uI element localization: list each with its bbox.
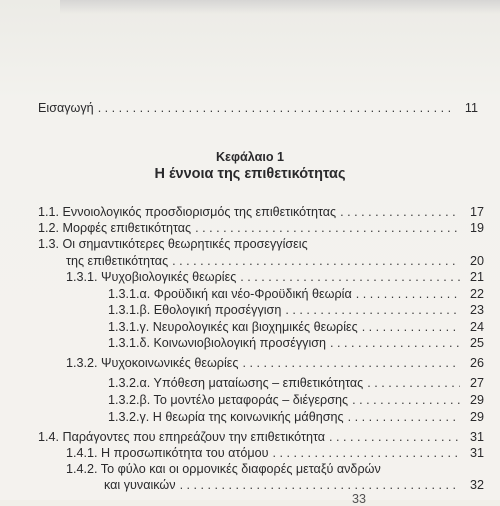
- toc-entry-page: 19: [469, 221, 484, 235]
- toc-entry-page: 32: [469, 478, 484, 492]
- toc-entry-page: 24: [469, 320, 484, 334]
- toc-entry: [66, 254, 484, 268]
- leader-dots: [98, 101, 454, 115]
- leader-dots: [352, 393, 460, 407]
- toc-entry-text: 1.3.2.α. Υπόθεση ματαίωσης – επιθετικότητας: [108, 376, 364, 390]
- leader-dots: [180, 478, 460, 492]
- leader-dots: [348, 410, 460, 424]
- toc-entry: [108, 393, 484, 407]
- toc-entry-page: 33: [352, 492, 367, 506]
- toc-entry-text: Εισαγωγή: [38, 101, 94, 115]
- toc-entry: [38, 205, 484, 219]
- toc-entry-text: 1.3.1. Ψυχοβιολογικές θεωρίες: [66, 270, 237, 284]
- toc-entry-text: 1.3. Οι σημαντικότερες θεωρητικές προσεγγίσεις: [38, 237, 308, 251]
- toc-entry-page: 31: [469, 430, 484, 444]
- leader-dots: [340, 205, 460, 219]
- toc-entry: [66, 446, 484, 460]
- toc-entry-text: 1.2. Μορφές επιθετικότητας: [38, 221, 192, 235]
- toc-entry-page: 25: [469, 336, 484, 350]
- leader-dots: [242, 356, 460, 370]
- toc-entry-page: 22: [469, 287, 484, 301]
- bleed-through-shadow: [60, 0, 500, 14]
- toc-entry-page: 26: [469, 356, 484, 370]
- chapter-label: Κεφάλαιο 1: [215, 150, 285, 164]
- toc-entry: [104, 478, 484, 492]
- toc-entry-page: 17: [469, 205, 484, 219]
- toc-entry: [108, 287, 484, 301]
- toc-entry-page: 23: [469, 303, 484, 317]
- toc-entry-page: 21: [469, 270, 484, 284]
- leader-dots: [195, 221, 460, 235]
- toc-entry: [108, 376, 484, 390]
- leader-dots: [273, 446, 461, 460]
- toc-entry: [108, 410, 484, 424]
- leader-dots: [356, 287, 460, 301]
- toc-entry-page: 31: [469, 446, 484, 460]
- toc-entry: [108, 336, 484, 350]
- leader-dots: [240, 270, 460, 284]
- toc-entry-page: 29: [469, 410, 484, 424]
- toc-entry: [38, 430, 484, 444]
- toc-entry-text: 1.4. Παράγοντες που επηρεάζουν την επιθετικότητα: [38, 430, 326, 444]
- toc-entry-text: 1.3.2. Ψυχοκοινωνικές θεωρίες: [66, 356, 239, 370]
- toc-entry-text: 1.3.1.β. Εθολογική προσέγγιση: [108, 303, 282, 317]
- chapter-title: Η έννοια της επιθετικότητας: [154, 166, 346, 182]
- toc-entry: [108, 320, 484, 334]
- leader-dots: [172, 254, 460, 268]
- toc-entry-text: 1.3.1.δ. Κοινωνιοβιολογική προσέγγιση: [108, 336, 327, 350]
- toc-entry-text: και γυναικών: [104, 478, 176, 492]
- leader-dots: [330, 336, 460, 350]
- toc-entry-page: 27: [469, 376, 484, 390]
- toc-entry-text: 1.3.1.γ. Νευρολογικές και βιοχημικές θεωρίες: [108, 320, 358, 334]
- toc-entry-text: 1.1. Εννοιολογικός προσδιορισμός της επιθετικότητας: [38, 205, 337, 219]
- toc-entry-intro: [38, 101, 478, 115]
- leader-dots: [329, 430, 460, 444]
- leader-dots: [285, 303, 460, 317]
- toc-entry: [66, 270, 484, 284]
- toc-entry: [38, 221, 484, 235]
- toc-entry-text: 1.4.1. Η προσωπικότητα του ατόμου: [66, 446, 269, 460]
- toc-entry-text: 1.3.1.α. Φροϋδική και νέο-Φροϋδική θεωρία: [108, 287, 352, 301]
- toc-entry: [66, 356, 484, 370]
- toc-entry-text: 1.3.2.β. Το μοντέλο μεταφοράς – διέγερσης: [108, 393, 349, 407]
- toc-entry-text: 1.4.2. Το φύλο και οι ορμονικές διαφορές μεταξύ ανδρών: [66, 462, 381, 476]
- toc-entry-text: της επιθετικότητας: [66, 254, 169, 268]
- leader-dots: [367, 376, 460, 390]
- toc-entry-text: 1.3.2.γ. Η θεωρία της κοινωνικής μάθησης: [108, 410, 344, 424]
- toc-entry-page: 20: [469, 254, 484, 268]
- toc-entry-page: 29: [469, 393, 484, 407]
- toc-entry: [108, 303, 484, 317]
- leader-dots: [362, 320, 460, 334]
- toc-entry-page: 11: [464, 101, 478, 115]
